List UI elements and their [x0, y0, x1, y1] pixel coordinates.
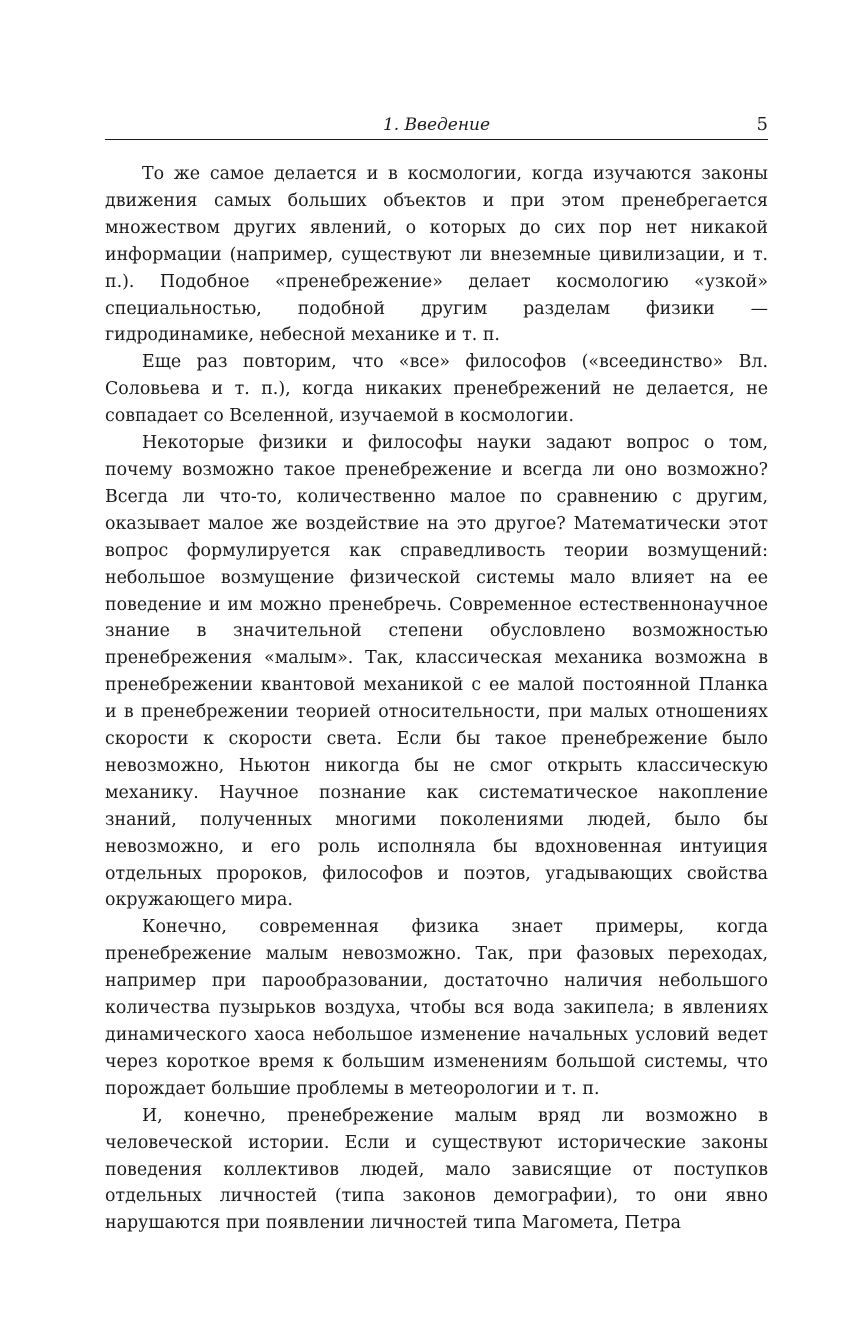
body-text [105, 161, 768, 1237]
paragraph-all-unity: Еще раз повторим, что «все» философов («всеединство» Вл. Соловьева и т. п.), когда никаких пренебрежений не делается, не совпадает со Вселенной, изучаемой в космологии. [105, 352, 768, 427]
page-number: 5 [756, 114, 768, 135]
paragraph-phase-transitions: Конечно, современная физика знает примеры, когда пренебрежение малым невозможно. Так, при фазовых переходах, например при парообразовании, достаточно наличия небольшого количества пузырьков воздуха, чтобы вся вода закипела; в явлениях динамического хаоса небольшое изменение начальных условий ведет через короткое время к большим изменениям большой системы, что порождает большие проблемы в метеорологии и т. п. [105, 917, 768, 1099]
paragraph-cosmology: То же самое делается и в космологии, когда изучаются законы движения самых больших объектов и при этом пренебрегается множеством других явлений, о которых до сих пор нет никакой информации (например, существуют ли внеземные цивилизации, и т. п.). Подобное «пренебрежение» делает космологию «узкой» специальностью, подобной другим разделам физики — гидродинамике, небесной механике и т. п. [105, 164, 768, 346]
chapter-running-title: 1. Введение [382, 115, 491, 135]
paragraph-human-history: И, конечно, пренебрежение малым вряд ли возможно в человеческой истории. Если и существуют исторические законы поведения коллективов людей, мало зависящие от поступков отдельных личностей (типа законов демографии), то они явно нарушаются при появлении личностей типа Магомета, Петра [105, 1105, 768, 1234]
paragraph-perturbation-theory: Некоторые физики и философы науки задают вопрос о том, почему возможно такое пренебрежение и всегда ли оно возможно? Всегда ли что-то, количественно малое по сравнению с другим, оказывает малое же воздействие на это другое? Математически этот вопрос формулируется как справедливость теории возмущений: небольшое возмущение физической системы мало влияет на ее поведение и им можно пренебречь. Современное естественнонаучное знание в значительной степени обусловлено возможностью пренебрежения «малым». Так, классическая механика возможна в пренебрежении квантовой механикой с ее малой постоянной Планка и в пренебрежении теорией относительности, при малых отношениях скорости к скорости света. Если бы такое пренебрежение было невозможно, Ньютон никогда бы не смог открыть классическую механику. Научное познание как систематическое накопление знаний, полученных многими поколениями людей, было бы невозможно, и его роль исполняла бы вдохновенная интуиция отдельных пророков, философов и поэтов, угадывающих свойства окружающего мира. [105, 433, 768, 911]
running-head [105, 113, 768, 140]
